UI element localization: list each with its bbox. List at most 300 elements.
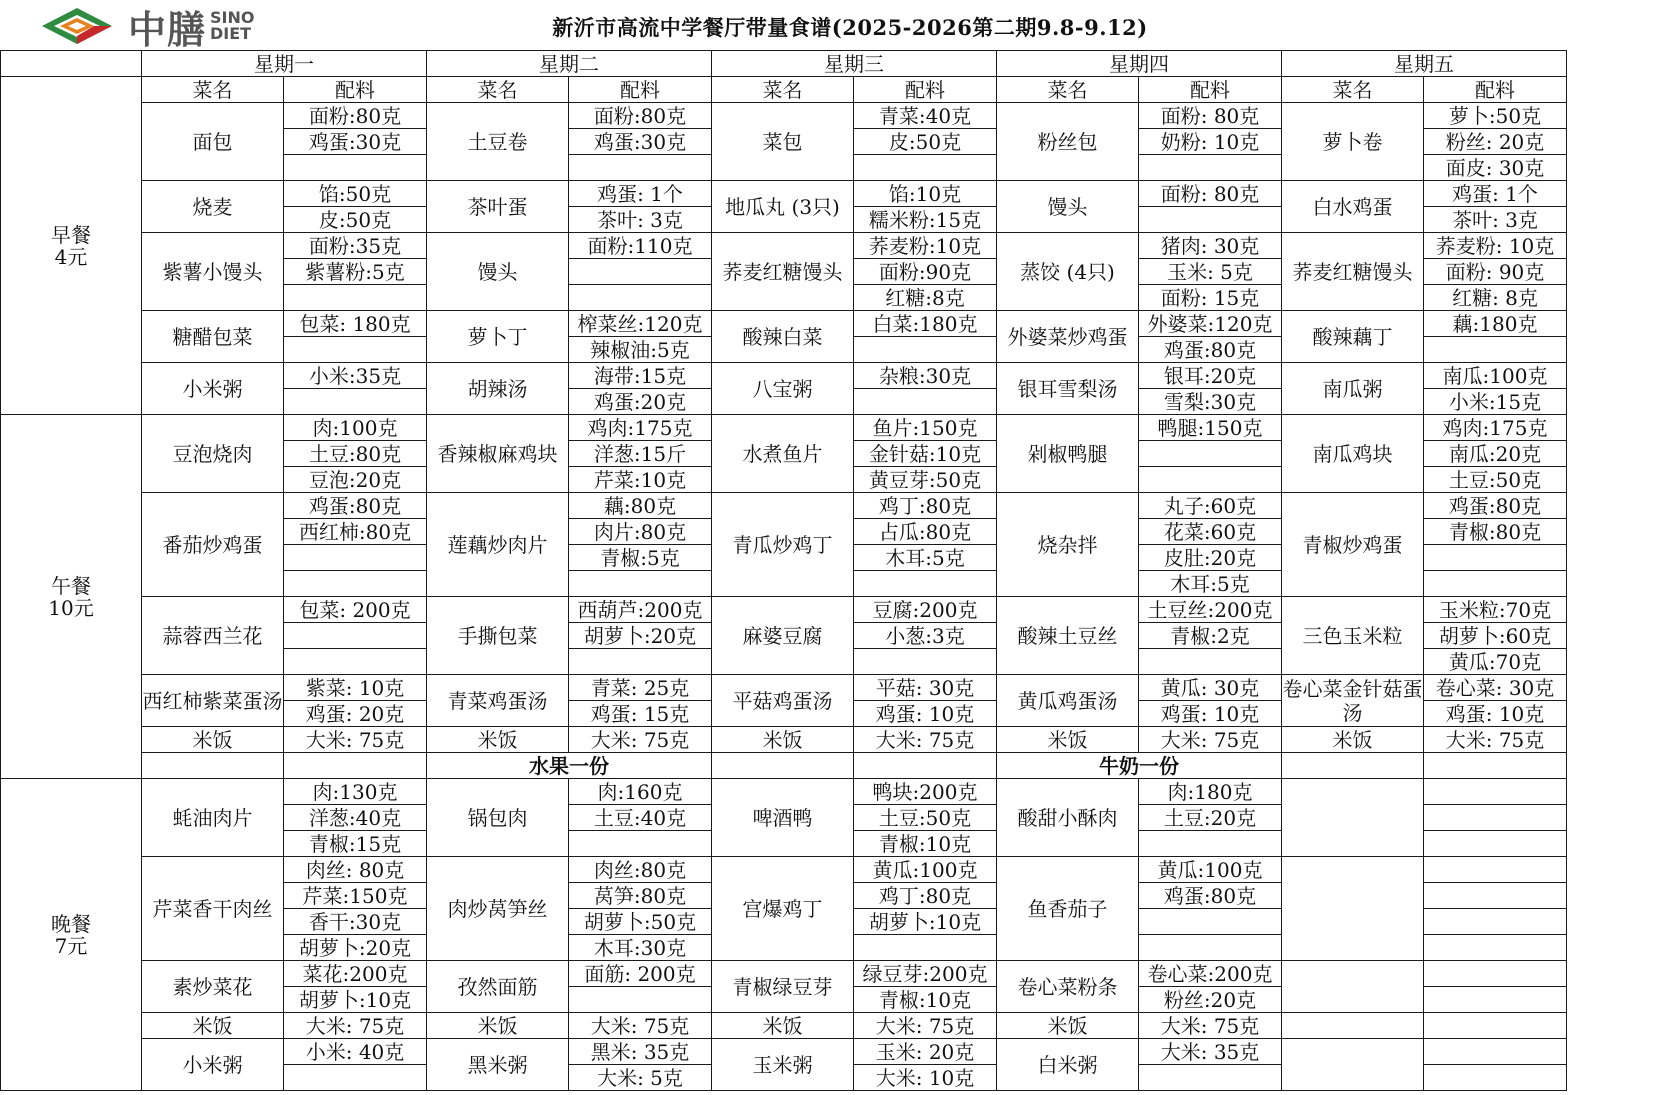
- ingredient-cell: 奶粉: 10克: [1139, 129, 1282, 155]
- dish-name-cell: 青瓜炒鸡丁: [712, 493, 854, 597]
- ingredient-cell: 榨菜丝:120克: [569, 311, 712, 337]
- ingredient-cell: 胡萝卜:20克: [284, 935, 427, 961]
- ingredient-cell: 胡萝卜:20克: [569, 623, 712, 649]
- ingredient-cell: [284, 623, 427, 649]
- day-header-row: [1, 51, 1567, 77]
- dish-name-cell: 黄瓜鸡蛋汤: [997, 675, 1139, 727]
- ingredient-cell: [1139, 207, 1282, 233]
- dish-name-cell: 南瓜粥: [1282, 363, 1424, 415]
- day-header-cell: 星期二: [427, 51, 712, 77]
- ingredient-cell: 肉丝:80克: [569, 857, 712, 883]
- ingredient-cell: 鸡丁:80克: [854, 493, 997, 519]
- ingredient-cell: 面粉:90克: [854, 259, 997, 285]
- ingredient-cell: 茶叶: 3克: [1424, 207, 1567, 233]
- ingredient-cell: 大米: 75克: [854, 727, 997, 753]
- ingredient-column-title: 配料: [1139, 77, 1282, 103]
- menu-row: [1, 727, 1567, 753]
- ingredient-cell: 紫薯粉:5克: [284, 259, 427, 285]
- ingredient-cell: 黑米: 35克: [569, 1039, 712, 1065]
- ingredient-cell: [1424, 337, 1567, 363]
- header: [0, 0, 1662, 50]
- ingredient-cell: 面粉:35克: [284, 233, 427, 259]
- ingredient-cell: 鸡蛋: 1个: [569, 181, 712, 207]
- empty-cell: [284, 753, 427, 779]
- ingredient-cell: 芹菜:150克: [284, 883, 427, 909]
- ingredient-cell: 胡萝卜:60克: [1424, 623, 1567, 649]
- ingredient-cell: [1139, 155, 1282, 181]
- ingredient-cell: 青椒:10克: [854, 831, 997, 857]
- ingredient-cell: 花菜:60克: [1139, 519, 1282, 545]
- dish-name-cell: 烧麦: [142, 181, 284, 233]
- corner-cell: [1, 51, 142, 77]
- ingredient-cell: [569, 571, 712, 597]
- ingredient-cell: 豆泡:20克: [284, 467, 427, 493]
- ingredient-cell: 土豆:40克: [569, 805, 712, 831]
- dish-name-cell: 外婆菜炒鸡蛋: [997, 311, 1139, 363]
- meal-label-cell: [1, 77, 142, 415]
- dish-name-cell: 剁椒鸭腿: [997, 415, 1139, 493]
- ingredient-cell: 面粉:110克: [569, 233, 712, 259]
- ingredient-cell: [1424, 1065, 1567, 1091]
- ingredient-cell: [284, 337, 427, 363]
- meal-label-cell: [1, 779, 142, 1091]
- ingredient-cell: 小米: 40克: [284, 1039, 427, 1065]
- ingredient-cell: 荞麦粉:10克: [854, 233, 997, 259]
- dish-name-cell: 莲藕炒肉片: [427, 493, 569, 597]
- dish-name-cell: 香辣椒麻鸡块: [427, 415, 569, 493]
- ingredient-cell: 西红柿:80克: [284, 519, 427, 545]
- dish-name-cell: 面包: [142, 103, 284, 181]
- ingredient-cell: 胡萝卜:50克: [569, 909, 712, 935]
- ingredient-cell: [1139, 1065, 1282, 1091]
- dish-name-cell: 啤酒鸭: [712, 779, 854, 857]
- ingredient-cell: 大米: 75克: [569, 1013, 712, 1039]
- ingredient-cell: [1139, 649, 1282, 675]
- ingredient-cell: 青菜: 25克: [569, 675, 712, 701]
- dish-name-cell: 蚝油肉片: [142, 779, 284, 857]
- dish-name-cell: 南瓜鸡块: [1282, 415, 1424, 493]
- ingredient-cell: [284, 545, 427, 571]
- ingredient-cell: 青椒:80克: [1424, 519, 1567, 545]
- ingredient-cell: 青菜:40克: [854, 103, 997, 129]
- menu-row: [1, 675, 1567, 701]
- ingredient-cell: 茶叶: 3克: [569, 207, 712, 233]
- menu-table-body: [1, 51, 1567, 1091]
- ingredient-cell: [1424, 779, 1567, 805]
- ingredient-cell: [1424, 545, 1567, 571]
- dish-name-cell: 豆泡烧肉: [142, 415, 284, 493]
- ingredient-cell: [1424, 1039, 1567, 1065]
- dish-name-cell: 酸辣藕丁: [1282, 311, 1424, 363]
- ingredient-cell: 鸭块:200克: [854, 779, 997, 805]
- dish-name-cell: 小米粥: [142, 363, 284, 415]
- day-header-cell: 星期四: [997, 51, 1282, 77]
- dish-name-cell: 八宝粥: [712, 363, 854, 415]
- ingredient-cell: 玉米粒:70克: [1424, 597, 1567, 623]
- ingredient-cell: 鸡蛋: 10克: [1139, 701, 1282, 727]
- dish-name-cell: 麻婆豆腐: [712, 597, 854, 675]
- ingredient-cell: 雪梨:30克: [1139, 389, 1282, 415]
- ingredient-cell: 小葱:3克: [854, 623, 997, 649]
- ingredient-cell: 面粉: 15克: [1139, 285, 1282, 311]
- ingredient-cell: 鸡蛋: 10克: [1424, 701, 1567, 727]
- ingredient-cell: 鸡蛋:80克: [1139, 337, 1282, 363]
- dish-name-cell: 卷心菜粉条: [997, 961, 1139, 1013]
- ingredient-cell: 肉:160克: [569, 779, 712, 805]
- day-header-cell: 星期三: [712, 51, 997, 77]
- menu-row: [1, 311, 1567, 337]
- dish-name-cell: 萝卜卷: [1282, 103, 1424, 181]
- ingredient-cell: 包菜: 200克: [284, 597, 427, 623]
- ingredient-cell: 鸡蛋: 1个: [1424, 181, 1567, 207]
- ingredient-cell: 面筋: 200克: [569, 961, 712, 987]
- ingredient-cell: 木耳:5克: [1139, 571, 1282, 597]
- ingredient-cell: 紫菜: 10克: [284, 675, 427, 701]
- ingredient-cell: [284, 571, 427, 597]
- ingredient-cell: 肉:100克: [284, 415, 427, 441]
- menu-row: [1, 1013, 1567, 1039]
- ingredient-cell: 面粉: 80克: [1139, 181, 1282, 207]
- dish-name-cell: 西红柿紫菜蛋汤: [142, 675, 284, 727]
- ingredient-cell: [1424, 935, 1567, 961]
- ingredient-cell: 黄瓜:100克: [1139, 857, 1282, 883]
- menu-row: [1, 1039, 1567, 1065]
- page-title: 新沂市高流中学餐厅带量食谱(2025-2026第二期9.8-9.12): [552, 15, 1148, 40]
- meal-price: 7元: [54, 933, 88, 958]
- ingredient-cell: [1424, 909, 1567, 935]
- ingredient-cell: 卷心菜: 30克: [1424, 675, 1567, 701]
- menu-row: [1, 961, 1567, 987]
- dish-name-cell: [1282, 857, 1424, 961]
- ingredient-cell: 大米: 75克: [1139, 1013, 1282, 1039]
- ingredient-cell: 大米: 75克: [284, 1013, 427, 1039]
- ingredient-cell: 鸡蛋:80克: [284, 493, 427, 519]
- dish-name-cell: 手撕包菜: [427, 597, 569, 675]
- ingredient-cell: 外婆菜:120克: [1139, 311, 1282, 337]
- dish-name-cell: 肉炒莴笋丝: [427, 857, 569, 961]
- menu-row: [1, 363, 1567, 389]
- dish-column-title: 菜名: [712, 77, 854, 103]
- meal-name: 午餐: [51, 573, 91, 598]
- ingredient-cell: 鸡蛋: 10克: [854, 701, 997, 727]
- ingredient-cell: 馅:50克: [284, 181, 427, 207]
- ingredient-cell: 青椒:5克: [569, 545, 712, 571]
- ingredient-cell: 大米: 75克: [569, 727, 712, 753]
- dish-name-cell: 青椒炒鸡蛋: [1282, 493, 1424, 597]
- dish-name-cell: 鱼香茄子: [997, 857, 1139, 961]
- ingredient-cell: [284, 649, 427, 675]
- ingredient-cell: [1424, 805, 1567, 831]
- ingredient-cell: [1139, 831, 1282, 857]
- dish-name-cell: 蒸饺 (4只): [997, 233, 1139, 311]
- ingredient-cell: [1424, 571, 1567, 597]
- ingredient-cell: [1424, 883, 1567, 909]
- meal-price: 10元: [48, 595, 94, 620]
- ingredient-cell: 木耳:30克: [569, 935, 712, 961]
- dish-name-cell: 馒头: [427, 233, 569, 311]
- logo-chinese-text: 中膳: [128, 7, 207, 52]
- ingredient-cell: [284, 1065, 427, 1091]
- ingredient-cell: 玉米: 20克: [854, 1039, 997, 1065]
- ingredient-cell: [1139, 909, 1282, 935]
- ingredient-cell: [1424, 961, 1567, 987]
- ingredient-cell: 大米: 5克: [569, 1065, 712, 1091]
- logo-en-line2: DIET: [210, 24, 252, 43]
- ingredient-cell: 平菇: 30克: [854, 675, 997, 701]
- dish-name-cell: 荞麦红糖馒头: [1282, 233, 1424, 311]
- dish-name-cell: [1282, 779, 1424, 857]
- ingredient-cell: 红糖: 8克: [1424, 285, 1567, 311]
- ingredient-cell: [1424, 987, 1567, 1013]
- ingredient-cell: 金针菇:10克: [854, 441, 997, 467]
- empty-cell: [1424, 753, 1567, 779]
- ingredient-cell: 莴笋:80克: [569, 883, 712, 909]
- dish-name-cell: 粉丝包: [997, 103, 1139, 181]
- ingredient-cell: [1424, 857, 1567, 883]
- ingredient-cell: 鸡蛋: 20克: [284, 701, 427, 727]
- note-row: [1, 753, 1567, 779]
- dish-name-cell: 黑米粥: [427, 1039, 569, 1091]
- ingredient-cell: 胡萝卜:10克: [284, 987, 427, 1013]
- dish-name-cell: 白米粥: [997, 1039, 1139, 1091]
- meal-label-cell: [1, 415, 142, 779]
- dish-name-cell: 酸甜小酥肉: [997, 779, 1139, 857]
- ingredient-cell: [854, 571, 997, 597]
- ingredient-cell: 土豆:50克: [1424, 467, 1567, 493]
- dish-name-cell: 糖醋包菜: [142, 311, 284, 363]
- menu-row: [1, 597, 1567, 623]
- dish-name-cell: 米饭: [712, 727, 854, 753]
- ingredient-cell: 西葫芦:200克: [569, 597, 712, 623]
- ingredient-cell: [1139, 935, 1282, 961]
- ingredient-cell: 大米: 75克: [854, 1013, 997, 1039]
- ingredient-cell: 杂粮:30克: [854, 363, 997, 389]
- ingredient-cell: [1139, 441, 1282, 467]
- dish-name-cell: 紫薯小馒头: [142, 233, 284, 311]
- ingredient-cell: 黄瓜: 30克: [1139, 675, 1282, 701]
- weekly-menu-table: [0, 50, 1567, 1091]
- ingredient-cell: 面粉:80克: [284, 103, 427, 129]
- dish-name-cell: 水煮鱼片: [712, 415, 854, 493]
- ingredient-cell: 芹菜:10克: [569, 467, 712, 493]
- ingredient-cell: 黄瓜:100克: [854, 857, 997, 883]
- ingredient-cell: 鸡蛋: 15克: [569, 701, 712, 727]
- ingredient-cell: 粉丝:20克: [1139, 987, 1282, 1013]
- ingredient-cell: 鸡蛋:80克: [1424, 493, 1567, 519]
- ingredient-cell: 木耳:5克: [854, 545, 997, 571]
- dish-name-cell: [1282, 961, 1424, 1013]
- ingredient-cell: 洋葱:40克: [284, 805, 427, 831]
- ingredient-cell: 豆腐:200克: [854, 597, 997, 623]
- dish-name-cell: 锅包肉: [427, 779, 569, 857]
- ingredient-cell: 南瓜:20克: [1424, 441, 1567, 467]
- dish-name-cell: 芹菜香干肉丝: [142, 857, 284, 961]
- ingredient-cell: 糯米粉:15克: [854, 207, 997, 233]
- ingredient-cell: 面皮: 30克: [1424, 155, 1567, 181]
- ingredient-cell: 青椒:15克: [284, 831, 427, 857]
- dish-column-title: 菜名: [1282, 77, 1424, 103]
- dish-name-cell: 孜然面筋: [427, 961, 569, 1013]
- ingredient-cell: 面粉:80克: [569, 103, 712, 129]
- ingredient-cell: 大米: 75克: [284, 727, 427, 753]
- meal-name: 早餐: [51, 222, 91, 247]
- dish-name-cell: 酸辣白菜: [712, 311, 854, 363]
- ingredient-cell: 土豆:50克: [854, 805, 997, 831]
- dish-name-cell: 胡辣汤: [427, 363, 569, 415]
- ingredient-cell: [854, 337, 997, 363]
- ingredient-column-title: 配料: [569, 77, 712, 103]
- ingredient-cell: 鸡肉:175克: [1424, 415, 1567, 441]
- ingredient-cell: 鸭腿:150克: [1139, 415, 1282, 441]
- ingredient-cell: 黄豆芽:50克: [854, 467, 997, 493]
- empty-cell: [142, 753, 284, 779]
- ingredient-cell: [569, 987, 712, 1013]
- ingredient-cell: [854, 155, 997, 181]
- menu-table-container: [0, 50, 1567, 1091]
- ingredient-cell: 肉:130克: [284, 779, 427, 805]
- menu-row: [1, 493, 1567, 519]
- dish-column-title: 菜名: [142, 77, 284, 103]
- column-title-row: [1, 77, 1567, 103]
- ingredient-cell: 包菜: 180克: [284, 311, 427, 337]
- meal-name: 晚餐: [51, 911, 91, 936]
- ingredient-cell: 馅:10克: [854, 181, 997, 207]
- dish-name-cell: 米饭: [997, 727, 1139, 753]
- ingredient-cell: [1424, 1013, 1567, 1039]
- menu-row: [1, 779, 1567, 805]
- ingredient-cell: 菜花:200克: [284, 961, 427, 987]
- ingredient-cell: 红糖:8克: [854, 285, 997, 311]
- dish-name-cell: 卷心菜金针菇蛋汤: [1282, 676, 1423, 725]
- dish-name-cell: 平菇鸡蛋汤: [712, 675, 854, 727]
- ingredient-cell: 鸡蛋:30克: [284, 129, 427, 155]
- dish-column-title: 菜名: [997, 77, 1139, 103]
- ingredient-cell: [284, 155, 427, 181]
- dish-name-cell: 小米粥: [142, 1039, 284, 1091]
- dish-name-cell: 地瓜丸 (3只): [712, 181, 854, 233]
- day-header-cell: 星期一: [142, 51, 427, 77]
- dish-name-cell: 荞麦红糖馒头: [712, 233, 854, 311]
- ingredient-cell: 小米:15克: [1424, 389, 1567, 415]
- ingredient-cell: 青椒:2克: [1139, 623, 1282, 649]
- ingredient-cell: [854, 389, 997, 415]
- ingredient-cell: 鸡蛋:80克: [1139, 883, 1282, 909]
- ingredient-cell: 土豆丝:200克: [1139, 597, 1282, 623]
- ingredient-cell: 土豆:20克: [1139, 805, 1282, 831]
- dish-name-cell: 青椒绿豆芽: [712, 961, 854, 1013]
- ingredient-column-title: 配料: [284, 77, 427, 103]
- ingredient-cell: [854, 649, 997, 675]
- menu-row: [1, 181, 1567, 207]
- ingredient-cell: 南瓜:100克: [1424, 363, 1567, 389]
- ingredient-cell: [569, 285, 712, 311]
- ingredient-cell: 大米: 75克: [1424, 727, 1567, 753]
- ingredient-cell: 藕:180克: [1424, 311, 1567, 337]
- dish-name-cell: 三色玉米粒: [1282, 597, 1424, 675]
- ingredient-cell: 猪肉: 30克: [1139, 233, 1282, 259]
- ingredient-column-title: 配料: [1424, 77, 1567, 103]
- ingredient-cell: 粉丝: 20克: [1424, 129, 1567, 155]
- dish-name-cell: 馒头: [997, 181, 1139, 233]
- ingredient-cell: 小米:35克: [284, 363, 427, 389]
- meal-price: 4元: [54, 244, 88, 269]
- ingredient-cell: [284, 285, 427, 311]
- dish-name-cell: 番茄炒鸡蛋: [142, 493, 284, 597]
- empty-cell: [712, 753, 854, 779]
- dish-name-cell: 萝卜丁: [427, 311, 569, 363]
- ingredient-cell: 皮:50克: [854, 129, 997, 155]
- ingredient-cell: 肉丝: 80克: [284, 857, 427, 883]
- ingredient-cell: 面粉: 80克: [1139, 103, 1282, 129]
- dish-name-cell: 烧杂拌: [997, 493, 1139, 597]
- fruit-note: 水果一份: [427, 753, 712, 779]
- ingredient-cell: 大米: 35克: [1139, 1039, 1282, 1065]
- ingredient-cell: 丸子:60克: [1139, 493, 1282, 519]
- dish-name-cell: 青菜鸡蛋汤: [427, 675, 569, 727]
- ingredient-cell: 鱼片:150克: [854, 415, 997, 441]
- ingredient-cell: 绿豆芽:200克: [854, 961, 997, 987]
- logo-mark-icon: [36, 6, 118, 46]
- dish-name-cell: [1282, 1039, 1424, 1091]
- ingredient-cell: 占瓜:80克: [854, 519, 997, 545]
- ingredient-cell: 鸡肉:175克: [569, 415, 712, 441]
- empty-cell: [854, 753, 997, 779]
- ingredient-cell: [1139, 467, 1282, 493]
- ingredient-cell: 鸡蛋:30克: [569, 129, 712, 155]
- logo-english-text: [210, 10, 254, 42]
- ingredient-cell: 大米: 75克: [1139, 727, 1282, 753]
- dish-name-cell: 菜包: [712, 103, 854, 181]
- ingredient-cell: 皮:50克: [284, 207, 427, 233]
- ingredient-cell: 荞麦粉: 10克: [1424, 233, 1567, 259]
- dish-name-cell: 米饭: [427, 1013, 569, 1039]
- ingredient-cell: 土豆:80克: [284, 441, 427, 467]
- dish-name-cell: 茶叶蛋: [427, 181, 569, 233]
- ingredient-cell: [569, 155, 712, 181]
- menu-row: [1, 233, 1567, 259]
- ingredient-cell: 辣椒油:5克: [569, 337, 712, 363]
- dish-name-cell: 米饭: [427, 727, 569, 753]
- day-header-cell: 星期五: [1282, 51, 1567, 77]
- ingredient-cell: [284, 389, 427, 415]
- dish-name-cell: 米饭: [712, 1013, 854, 1039]
- dish-name-cell: 宫爆鸡丁: [712, 857, 854, 961]
- ingredient-cell: 玉米: 5克: [1139, 259, 1282, 285]
- ingredient-cell: [569, 649, 712, 675]
- ingredient-cell: 肉:180克: [1139, 779, 1282, 805]
- ingredient-cell: 青椒:10克: [854, 987, 997, 1013]
- ingredient-cell: [1424, 831, 1567, 857]
- ingredient-cell: 萝卜:50克: [1424, 103, 1567, 129]
- ingredient-cell: 银耳:20克: [1139, 363, 1282, 389]
- dish-name-cell: 玉米粥: [712, 1039, 854, 1091]
- ingredient-cell: 香干:30克: [284, 909, 427, 935]
- dish-name-cell: 银耳雪梨汤: [997, 363, 1139, 415]
- ingredient-cell: [569, 259, 712, 285]
- dish-name-cell: 土豆卷: [427, 103, 569, 181]
- dish-name-cell: 米饭: [997, 1013, 1139, 1039]
- company-logo: [36, 6, 255, 52]
- logo-en-line1: SINO: [210, 8, 255, 27]
- ingredient-cell: [569, 831, 712, 857]
- ingredient-column-title: 配料: [854, 77, 997, 103]
- milk-note: 牛奶一份: [997, 753, 1282, 779]
- dish-name-cell: 米饭: [1282, 727, 1424, 753]
- ingredient-cell: 肉片:80克: [569, 519, 712, 545]
- dish-column-title: 菜名: [427, 77, 569, 103]
- ingredient-cell: 白菜:180克: [854, 311, 997, 337]
- ingredient-cell: 藕:80克: [569, 493, 712, 519]
